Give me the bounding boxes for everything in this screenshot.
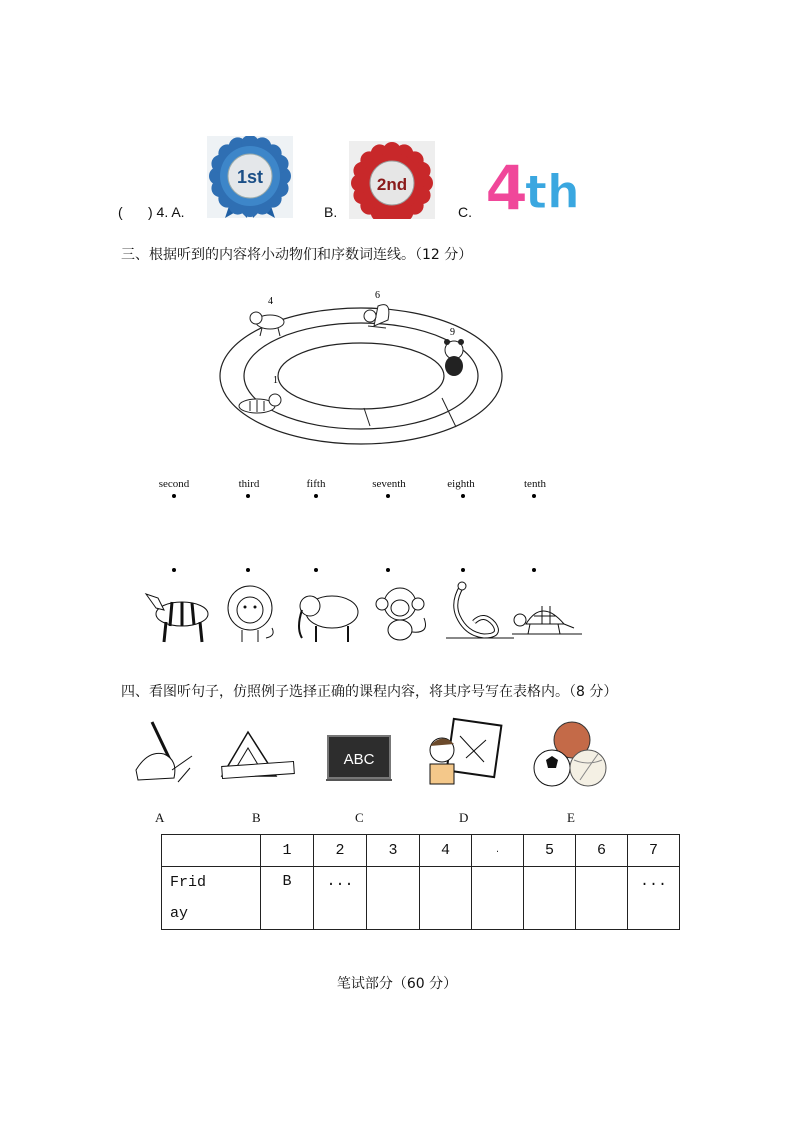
picture-letter-d: D	[459, 810, 469, 825]
ordinal-word: third	[238, 478, 260, 490]
table-cell[interactable]: ...	[628, 867, 680, 930]
table-header-cell: 2	[314, 835, 367, 867]
table-cell[interactable]	[524, 867, 576, 930]
picture-letter-c: C	[355, 810, 364, 825]
rosette-a-text: 1st	[236, 167, 264, 187]
race-track	[210, 280, 520, 455]
monkey-icon	[376, 588, 426, 640]
elephant-icon	[299, 596, 358, 642]
option-c-label: C.	[458, 204, 472, 220]
turtle-icon	[512, 606, 582, 634]
schedule-table	[161, 834, 680, 930]
blackboard-text: ABC	[343, 751, 375, 768]
zebra-icon	[146, 594, 208, 642]
animal-dot[interactable]	[532, 568, 536, 572]
picture-letter-b: B	[252, 810, 261, 825]
track-number: 9	[450, 327, 455, 338]
section-3-title: 三、根据听到的内容将小动物们和序数词连线。（12 分）	[121, 247, 473, 263]
word-dot[interactable]	[246, 494, 250, 498]
ordinal-word: second	[158, 478, 190, 490]
word-dot[interactable]	[461, 494, 465, 498]
balls-icon	[534, 722, 606, 786]
table-header-cell: 5	[524, 835, 576, 867]
section-4-title: 四、看图听句子，仿照例子选择正确的课程内容，将其序号写在表格内。（8 分）	[121, 684, 618, 700]
dog-icon	[250, 312, 284, 336]
word-dot[interactable]	[314, 494, 318, 498]
tiger-icon	[239, 394, 281, 413]
table-row	[162, 867, 680, 930]
svg-text:4: 4	[485, 152, 529, 218]
table-cell[interactable]: B	[261, 867, 314, 930]
table-header-cell: .	[472, 835, 524, 867]
table-header-cell: 6	[576, 835, 628, 867]
picture-letter-e: E	[567, 810, 575, 825]
table-cell[interactable]	[576, 867, 628, 930]
word-dot[interactable]	[386, 494, 390, 498]
word-dot[interactable]	[172, 494, 176, 498]
animals-row	[140, 580, 590, 646]
table-cell[interactable]: ...	[314, 867, 367, 930]
lion-icon	[228, 586, 273, 642]
animal-dot[interactable]	[461, 568, 465, 572]
table-header-row	[162, 835, 680, 867]
ordinal-word: eighth	[447, 478, 475, 490]
set-square-ruler-icon	[222, 732, 295, 778]
track-number: 4	[268, 296, 273, 307]
animal-dot[interactable]	[386, 568, 390, 572]
track-number: 1	[273, 375, 278, 386]
question-open-paren: (	[118, 204, 123, 220]
table-header-cell: 4	[420, 835, 472, 867]
svg-text:th: th	[525, 165, 580, 218]
lesson-pictures	[130, 716, 620, 792]
table-header-cell: 3	[367, 835, 420, 867]
painting-boy-icon	[430, 719, 501, 784]
fourth-place-icon	[485, 152, 595, 218]
animal-dot[interactable]	[172, 568, 176, 572]
second-place-rosette-icon	[349, 141, 435, 219]
picture-letter-a: A	[155, 810, 165, 825]
rosette-b-text: 2nd	[376, 175, 408, 194]
word-dot[interactable]	[532, 494, 536, 498]
panda-icon	[444, 339, 464, 376]
option-b-label: B.	[324, 204, 338, 220]
writing-hand-icon	[136, 722, 192, 782]
table-cell[interactable]	[367, 867, 420, 930]
table-header-cell	[162, 835, 261, 867]
animal-dot[interactable]	[314, 568, 318, 572]
track-number: 6	[375, 290, 380, 301]
table-header-cell: 7	[628, 835, 680, 867]
day-cell: Frid ay	[162, 867, 261, 930]
ordinal-word: seventh	[372, 478, 406, 490]
table-cell[interactable]	[420, 867, 472, 930]
first-place-rosette-icon	[207, 136, 293, 218]
written-part-title: 笔试部分（60 分）	[336, 976, 458, 992]
snake-icon	[446, 582, 514, 638]
blackboard-icon	[326, 736, 392, 780]
table-header-cell: 1	[261, 835, 314, 867]
ordinal-word: tenth	[524, 478, 546, 490]
ordinal-word: fifth	[306, 478, 326, 490]
table-cell[interactable]	[472, 867, 524, 930]
animal-dot[interactable]	[246, 568, 250, 572]
question-number-label: ) 4. A.	[148, 204, 185, 220]
